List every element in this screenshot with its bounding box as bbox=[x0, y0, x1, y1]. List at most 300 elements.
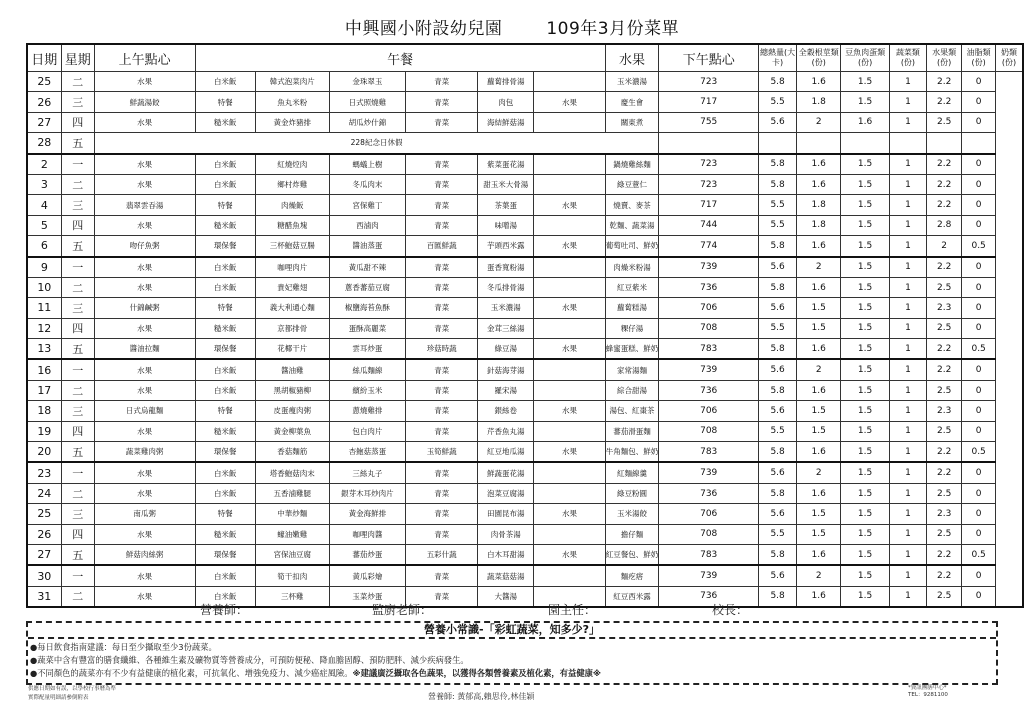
cell-date: 17 bbox=[27, 380, 61, 400]
cell-lunch-side: 絲瓜麵線 bbox=[329, 359, 405, 380]
cell-date: 25 bbox=[27, 72, 61, 92]
cell-date: 5 bbox=[27, 215, 61, 235]
cell-grains: 5.5 bbox=[759, 421, 797, 441]
cell-vegetables-portion: 1.5 bbox=[841, 565, 890, 586]
cell-calories: 739 bbox=[659, 257, 759, 278]
cell-dairy: 0 bbox=[962, 257, 996, 278]
cell-lunch-side: 胡瓜炒什錦 bbox=[329, 112, 405, 132]
cell-lunch-veg: 百匯鮮蔬 bbox=[405, 236, 478, 257]
cell-lunch-side: 蔥香蕃茄豆腐 bbox=[329, 277, 405, 297]
cell-lunch-main: 筍干扣肉 bbox=[255, 565, 329, 586]
cell-lunch-staple: 糙米飯 bbox=[195, 112, 255, 132]
table-row bbox=[27, 462, 1023, 483]
cell-weekday: 四 bbox=[61, 524, 94, 544]
cell-lunch-staple: 特餐 bbox=[195, 298, 255, 318]
cell-date: 20 bbox=[27, 442, 61, 463]
cell-fruit-portion: 1 bbox=[889, 215, 926, 235]
cell-date: 2 bbox=[27, 154, 61, 175]
cell-fruit-portion: 1 bbox=[889, 483, 926, 503]
cell-vegetables-portion: 1.5 bbox=[841, 236, 890, 257]
cell-weekday: 一 bbox=[61, 154, 94, 175]
cell-fruit-portion: 1 bbox=[889, 380, 926, 400]
cell-grains: 5.8 bbox=[759, 236, 797, 257]
cell-empty bbox=[797, 133, 841, 154]
header-fruit-group: 水果類(份) bbox=[927, 44, 962, 72]
cell-lunch-veg: 珍菇時蔬 bbox=[405, 339, 478, 360]
cell-calories: 783 bbox=[659, 339, 759, 360]
cell-fruit bbox=[534, 174, 606, 194]
table-row bbox=[27, 339, 1023, 360]
cell-pm-snack: 綜合甜湯 bbox=[605, 380, 659, 400]
cell-protein: 1.8 bbox=[797, 215, 841, 235]
cell-fats: 2.5 bbox=[927, 277, 962, 297]
footer-phone: TEL：9281100 bbox=[908, 692, 948, 698]
dietitian-signature: 營養師： bbox=[200, 603, 249, 617]
cell-am-snack: 水果 bbox=[94, 359, 195, 380]
cell-grains: 5.8 bbox=[759, 483, 797, 503]
cell-protein: 2 bbox=[797, 257, 841, 278]
cell-calories: 783 bbox=[659, 442, 759, 463]
cell-date: 16 bbox=[27, 359, 61, 380]
cell-fats: 2.2 bbox=[927, 359, 962, 380]
tips-heading: 營養小常識-「彩虹蔬菜，知多少?」 bbox=[28, 623, 996, 639]
cell-calories: 739 bbox=[659, 462, 759, 483]
cell-lunch-main: 宮保油豆腐 bbox=[255, 544, 329, 565]
cell-fruit-portion: 1 bbox=[889, 318, 926, 338]
cell-fruit-portion: 1 bbox=[889, 236, 926, 257]
cell-vegetables-portion: 1.5 bbox=[841, 257, 890, 278]
cell-empty bbox=[759, 133, 797, 154]
cell-date: 30 bbox=[27, 565, 61, 586]
cell-grains: 5.6 bbox=[759, 401, 797, 421]
cell-dairy: 0.5 bbox=[962, 544, 996, 565]
cell-vegetables-portion: 1.5 bbox=[841, 544, 890, 565]
director-signature: 園主任： bbox=[548, 603, 597, 617]
cell-lunch-staple: 白米飯 bbox=[195, 359, 255, 380]
cell-vegetables-portion: 1.5 bbox=[841, 72, 890, 92]
cell-fats: 2 bbox=[927, 236, 962, 257]
cell-grains: 5.8 bbox=[759, 154, 797, 175]
cell-vegetables-portion: 1.5 bbox=[841, 483, 890, 503]
cell-fruit: 水果 bbox=[534, 236, 606, 257]
header-vegetables: 蔬菜類(份) bbox=[889, 44, 926, 72]
cell-lunch-staple: 糙米飯 bbox=[195, 318, 255, 338]
cell-pm-snack: 湯包、紅棗茶 bbox=[605, 401, 659, 421]
cell-pm-snack: 玉米湯餃 bbox=[605, 504, 659, 524]
cell-lunch-main: 醬油雞 bbox=[255, 359, 329, 380]
cell-am-snack: 水果 bbox=[94, 318, 195, 338]
cell-date: 28 bbox=[27, 133, 61, 154]
cell-vegetables-portion: 1.5 bbox=[841, 462, 890, 483]
cell-grains: 5.8 bbox=[759, 544, 797, 565]
cell-lunch-soup: 芋頭西米露 bbox=[478, 236, 534, 257]
cell-fruit-portion: 1 bbox=[889, 442, 926, 463]
cell-lunch-side: 繽紛玉米 bbox=[329, 380, 405, 400]
cell-lunch-veg: 青菜 bbox=[405, 298, 478, 318]
cell-protein: 1.5 bbox=[797, 504, 841, 524]
cell-fruit-portion: 1 bbox=[889, 112, 926, 132]
cell-calories: 736 bbox=[659, 483, 759, 503]
cell-fats: 2.3 bbox=[927, 298, 962, 318]
cell-dairy: 0 bbox=[962, 277, 996, 297]
cell-lunch-soup: 冬瓜排骨湯 bbox=[478, 277, 534, 297]
cell-lunch-main: 韓式泡菜肉片 bbox=[255, 72, 329, 92]
cell-calories: 708 bbox=[659, 524, 759, 544]
cell-lunch-veg: 青菜 bbox=[405, 92, 478, 112]
cell-fruit: 水果 bbox=[534, 504, 606, 524]
cell-lunch-soup: 芹香魚丸湯 bbox=[478, 421, 534, 441]
cell-vegetables-portion: 1.5 bbox=[841, 339, 890, 360]
cell-lunch-soup: 紫菜蛋花湯 bbox=[478, 154, 534, 175]
cell-pm-snack: 玉米濃湯 bbox=[605, 72, 659, 92]
header-lunch: 午餐 bbox=[195, 44, 605, 72]
cell-lunch-main: 黃金柳葉魚 bbox=[255, 421, 329, 441]
table-row bbox=[27, 565, 1023, 586]
cell-weekday: 四 bbox=[61, 318, 94, 338]
cell-weekday: 五 bbox=[61, 544, 94, 565]
cell-fruit-portion: 1 bbox=[889, 504, 926, 524]
cell-protein: 1.6 bbox=[797, 442, 841, 463]
header-pm-snack: 下午點心 bbox=[659, 44, 759, 72]
cell-vegetables-portion: 1.5 bbox=[841, 154, 890, 175]
cell-calories: 739 bbox=[659, 359, 759, 380]
cell-date: 27 bbox=[27, 544, 61, 565]
cell-grains: 5.8 bbox=[759, 277, 797, 297]
cell-pm-snack: 綠豆薏仁 bbox=[605, 174, 659, 194]
cell-lunch-side: 宮保雞丁 bbox=[329, 195, 405, 215]
table-row bbox=[27, 257, 1023, 278]
cell-lunch-main: 三杯鮑菇豆腸 bbox=[255, 236, 329, 257]
table-row bbox=[27, 154, 1023, 175]
cell-lunch-veg: 青菜 bbox=[405, 257, 478, 278]
footer-note-1: 供應日期如有誤，以學校行事曆為準 bbox=[28, 686, 117, 692]
cell-lunch-soup: 甜玉米大骨湯 bbox=[478, 174, 534, 194]
cell-calories: 783 bbox=[659, 544, 759, 565]
cell-fruit: 水果 bbox=[534, 298, 606, 318]
cell-fats: 2.2 bbox=[927, 72, 962, 92]
cell-grains: 5.8 bbox=[759, 586, 797, 607]
cell-lunch-side: 蔥燒雞排 bbox=[329, 401, 405, 421]
footer-company: *資訊團膳中心* bbox=[908, 685, 947, 691]
cell-protein: 1.6 bbox=[797, 380, 841, 400]
cell-lunch-staple: 白米飯 bbox=[195, 72, 255, 92]
cell-grains: 5.8 bbox=[759, 380, 797, 400]
cell-grains: 5.8 bbox=[759, 339, 797, 360]
table-row bbox=[27, 524, 1023, 544]
cell-fats: 2.2 bbox=[927, 339, 962, 360]
cell-am-snack: 水果 bbox=[94, 524, 195, 544]
cell-fruit: 水果 bbox=[534, 401, 606, 421]
cell-pm-snack: 紅豆紫米 bbox=[605, 277, 659, 297]
cell-calories: 717 bbox=[659, 195, 759, 215]
cell-dairy: 0 bbox=[962, 318, 996, 338]
cell-pm-snack: 蕃茄滑蛋麵 bbox=[605, 421, 659, 441]
cell-lunch-soup: 泡菜豆腐湯 bbox=[478, 483, 534, 503]
cell-lunch-soup: 海結鮮菇湯 bbox=[478, 112, 534, 132]
cell-fats: 2.3 bbox=[927, 401, 962, 421]
cell-am-snack: 水果 bbox=[94, 462, 195, 483]
menu-table bbox=[26, 43, 1024, 608]
cell-date: 12 bbox=[27, 318, 61, 338]
cell-lunch-main: 三杯雞 bbox=[255, 586, 329, 607]
cell-weekday: 二 bbox=[61, 174, 94, 194]
nutrition-tips-box bbox=[26, 621, 998, 685]
cell-lunch-soup: 大醬湯 bbox=[478, 586, 534, 607]
cell-vegetables-portion: 1.5 bbox=[841, 380, 890, 400]
cell-lunch-side: 椒鹽海苔魚酥 bbox=[329, 298, 405, 318]
cell-lunch-soup: 蘿蔔排骨湯 bbox=[478, 72, 534, 92]
cell-lunch-main: 紅燒焢肉 bbox=[255, 154, 329, 175]
cell-weekday: 五 bbox=[61, 133, 94, 154]
cell-calories: 736 bbox=[659, 586, 759, 607]
cell-protein: 1.5 bbox=[797, 318, 841, 338]
cell-fruit-portion: 1 bbox=[889, 92, 926, 112]
cell-am-snack: 水果 bbox=[94, 277, 195, 297]
cell-fruit-portion: 1 bbox=[889, 174, 926, 194]
cell-fruit: 水果 bbox=[534, 442, 606, 463]
cell-fruit-portion: 1 bbox=[889, 462, 926, 483]
cell-lunch-soup: 銀絲卷 bbox=[478, 401, 534, 421]
cell-weekday: 三 bbox=[61, 92, 94, 112]
cell-fruit: 水果 bbox=[534, 92, 606, 112]
cell-am-snack: 水果 bbox=[94, 483, 195, 503]
menu-period: 109年3月份菜單 bbox=[546, 19, 680, 39]
cell-lunch-main: 義大利通心麵 bbox=[255, 298, 329, 318]
cell-lunch-soup: 羅宋湯 bbox=[478, 380, 534, 400]
cell-empty bbox=[889, 133, 926, 154]
cell-lunch-main: 蠔油嫩雞 bbox=[255, 524, 329, 544]
cell-vegetables-portion: 1.5 bbox=[841, 504, 890, 524]
cell-lunch-main: 中華炒麵 bbox=[255, 504, 329, 524]
cell-lunch-soup: 蛋香寬粉湯 bbox=[478, 257, 534, 278]
table-row bbox=[27, 92, 1023, 112]
table-row bbox=[27, 586, 1023, 607]
cell-fruit bbox=[534, 112, 606, 132]
cell-calories: 717 bbox=[659, 92, 759, 112]
cell-lunch-main: 花椰干片 bbox=[255, 339, 329, 360]
cell-fruit-portion: 1 bbox=[889, 421, 926, 441]
cell-lunch-soup: 田園昆布湯 bbox=[478, 504, 534, 524]
cell-date: 25 bbox=[27, 504, 61, 524]
cell-lunch-staple: 白米飯 bbox=[195, 586, 255, 607]
header-dairy: 奶類(份) bbox=[995, 44, 1023, 72]
cell-am-snack: 水果 bbox=[94, 380, 195, 400]
cell-weekday: 三 bbox=[61, 298, 94, 318]
cell-grains: 5.5 bbox=[759, 215, 797, 235]
cell-fruit-portion: 1 bbox=[889, 586, 926, 607]
cell-vegetables-portion: 1.5 bbox=[841, 524, 890, 544]
cell-pm-snack: 鍋燒雞絲麵 bbox=[605, 154, 659, 175]
cell-pm-snack: 蜂蜜蛋糕、鮮奶 bbox=[605, 339, 659, 360]
table-row bbox=[27, 215, 1023, 235]
cell-grains: 5.8 bbox=[759, 174, 797, 194]
cell-lunch-main: 魚丸米粉 bbox=[255, 92, 329, 112]
table-row bbox=[27, 174, 1023, 194]
cell-lunch-side: 玉菜炒蛋 bbox=[329, 586, 405, 607]
cell-am-snack: 水果 bbox=[94, 586, 195, 607]
cell-calories: 723 bbox=[659, 174, 759, 194]
cell-lunch-staple: 白米飯 bbox=[195, 174, 255, 194]
cell-lunch-soup: 肉骨茶湯 bbox=[478, 524, 534, 544]
cell-fats: 2.2 bbox=[927, 462, 962, 483]
cell-am-snack: 翡翠雲吞湯 bbox=[94, 195, 195, 215]
cell-calories: 744 bbox=[659, 215, 759, 235]
cell-lunch-veg: 青菜 bbox=[405, 174, 478, 194]
cell-date: 9 bbox=[27, 257, 61, 278]
cell-fats: 2.2 bbox=[927, 92, 962, 112]
footer-notes bbox=[28, 685, 116, 703]
cell-calories: 708 bbox=[659, 318, 759, 338]
cell-pm-snack: 慶生會 bbox=[605, 92, 659, 112]
cell-vegetables-portion: 1.5 bbox=[841, 277, 890, 297]
cell-grains: 5.5 bbox=[759, 524, 797, 544]
cell-fruit bbox=[534, 318, 606, 338]
cell-lunch-veg: 玉筍鮮蔬 bbox=[405, 442, 478, 463]
cell-dairy: 0 bbox=[962, 195, 996, 215]
table-row bbox=[27, 401, 1023, 421]
cell-calories: 736 bbox=[659, 380, 759, 400]
cell-weekday: 一 bbox=[61, 462, 94, 483]
table-row bbox=[27, 298, 1023, 318]
cell-fruit-portion: 1 bbox=[889, 544, 926, 565]
cell-fats: 2.5 bbox=[927, 112, 962, 132]
cell-fruit-portion: 1 bbox=[889, 257, 926, 278]
cell-am-snack: 水果 bbox=[94, 72, 195, 92]
cell-lunch-veg: 青菜 bbox=[405, 318, 478, 338]
cell-dairy: 0 bbox=[962, 72, 996, 92]
cell-fats: 2.2 bbox=[927, 565, 962, 586]
cell-am-snack: 水果 bbox=[94, 421, 195, 441]
cell-lunch-side: 冬瓜肉末 bbox=[329, 174, 405, 194]
cell-pm-snack: 粿仔湯 bbox=[605, 318, 659, 338]
cell-lunch-main: 糖醋魚塊 bbox=[255, 215, 329, 235]
cell-lunch-soup: 味噌湯 bbox=[478, 215, 534, 235]
cell-lunch-staple: 白米飯 bbox=[195, 380, 255, 400]
table-row bbox=[27, 483, 1023, 503]
cell-date: 23 bbox=[27, 462, 61, 483]
cell-weekday: 四 bbox=[61, 215, 94, 235]
cell-fruit bbox=[534, 359, 606, 380]
cell-lunch-soup: 白木耳甜湯 bbox=[478, 544, 534, 565]
table-row bbox=[27, 442, 1023, 463]
cell-weekday: 四 bbox=[61, 421, 94, 441]
cell-weekday: 三 bbox=[61, 195, 94, 215]
cell-fats: 2.8 bbox=[927, 215, 962, 235]
cell-weekday: 一 bbox=[61, 257, 94, 278]
cell-fruit bbox=[534, 154, 606, 175]
table-row bbox=[27, 112, 1023, 132]
cell-fruit: 水果 bbox=[534, 195, 606, 215]
cell-am-snack: 日式烏龍麵 bbox=[94, 401, 195, 421]
cell-dairy: 0 bbox=[962, 565, 996, 586]
cell-lunch-staple: 特餐 bbox=[195, 195, 255, 215]
cell-fats: 2.2 bbox=[927, 154, 962, 175]
school-name: 中興國小附設幼兒園 bbox=[344, 19, 503, 39]
cell-date: 10 bbox=[27, 277, 61, 297]
cell-calories: 774 bbox=[659, 236, 759, 257]
cell-pm-snack: 燒賣、麥茶 bbox=[605, 195, 659, 215]
cell-pm-snack: 肉燥米粉湯 bbox=[605, 257, 659, 278]
cell-lunch-side: 螞蟻上樹 bbox=[329, 154, 405, 175]
cell-protein: 1.6 bbox=[797, 236, 841, 257]
cell-fruit bbox=[534, 72, 606, 92]
tip-line-1: ●每日飲食指南建議：每日至少攝取至少3份蔬菜。 bbox=[30, 642, 217, 652]
tip-line-3-emphasis: ※建議廣泛攝取各色蔬果，以獲得各類營養素及植化素，有益健康※ bbox=[352, 668, 601, 678]
cell-pm-snack: 紅豆餐包、鮮奶 bbox=[605, 544, 659, 565]
cell-vegetables-portion: 1.5 bbox=[841, 318, 890, 338]
cell-lunch-main: 塔香鮑菇肉末 bbox=[255, 462, 329, 483]
cell-fruit-portion: 1 bbox=[889, 72, 926, 92]
cell-fats: 2.2 bbox=[927, 257, 962, 278]
cell-date: 26 bbox=[27, 92, 61, 112]
cell-lunch-staple: 糙米飯 bbox=[195, 215, 255, 235]
cell-fats: 2.5 bbox=[927, 586, 962, 607]
cell-date: 18 bbox=[27, 401, 61, 421]
cell-lunch-veg: 五彩什蔬 bbox=[405, 544, 478, 565]
cell-grains: 5.6 bbox=[759, 257, 797, 278]
cell-dairy: 0.5 bbox=[962, 236, 996, 257]
cell-lunch-main: 黑胡椒豬柳 bbox=[255, 380, 329, 400]
cell-fruit bbox=[534, 277, 606, 297]
cell-am-snack: 水果 bbox=[94, 257, 195, 278]
cell-grains: 5.6 bbox=[759, 112, 797, 132]
cell-protein: 1.6 bbox=[797, 277, 841, 297]
table-row bbox=[27, 544, 1023, 565]
cell-lunch-staple: 環保餐 bbox=[195, 339, 255, 360]
cell-pm-snack: 紅豆西米露 bbox=[605, 586, 659, 607]
cell-lunch-soup: 玉米濃湯 bbox=[478, 298, 534, 318]
cell-grains: 5.5 bbox=[759, 195, 797, 215]
cell-fruit-portion: 1 bbox=[889, 401, 926, 421]
cell-dairy: 0 bbox=[962, 215, 996, 235]
cell-date: 24 bbox=[27, 483, 61, 503]
cell-dairy: 0 bbox=[962, 154, 996, 175]
cell-lunch-soup: 肉包 bbox=[478, 92, 534, 112]
cell-dairy: 0 bbox=[962, 483, 996, 503]
tip-line-3-text: ●不同顏色的蔬菜亦有不少有益健康的植化素，可抗氧化、增強免疫力、減少癌症風險。 bbox=[30, 668, 353, 678]
cell-vegetables-portion: 1.5 bbox=[841, 442, 890, 463]
tips-body bbox=[30, 641, 601, 680]
cell-protein: 1.5 bbox=[797, 298, 841, 318]
cell-lunch-veg: 青菜 bbox=[405, 380, 478, 400]
cell-grains: 5.5 bbox=[759, 92, 797, 112]
table-row bbox=[27, 195, 1023, 215]
cell-protein: 2 bbox=[797, 112, 841, 132]
footer-contact bbox=[908, 685, 948, 699]
cell-protein: 1.8 bbox=[797, 92, 841, 112]
cell-weekday: 四 bbox=[61, 112, 94, 132]
cell-protein: 2 bbox=[797, 565, 841, 586]
table-row bbox=[27, 236, 1023, 257]
table-row bbox=[27, 318, 1023, 338]
cell-protein: 1.8 bbox=[797, 195, 841, 215]
cell-weekday: 三 bbox=[61, 504, 94, 524]
cell-dairy: 0 bbox=[962, 92, 996, 112]
cell-pm-snack: 擔仔麵 bbox=[605, 524, 659, 544]
cell-lunch-soup: 紅豆地瓜湯 bbox=[478, 442, 534, 463]
cell-am-snack: 吻仔魚粥 bbox=[94, 236, 195, 257]
cell-lunch-veg: 青菜 bbox=[405, 565, 478, 586]
cell-lunch-veg: 青菜 bbox=[405, 462, 478, 483]
cell-vegetables-portion: 1.5 bbox=[841, 586, 890, 607]
cell-lunch-veg: 青菜 bbox=[405, 72, 478, 92]
cell-calories: 739 bbox=[659, 565, 759, 586]
cell-dairy: 0 bbox=[962, 359, 996, 380]
table-row bbox=[27, 133, 1023, 154]
cell-lunch-main: 京都排骨 bbox=[255, 318, 329, 338]
cell-empty bbox=[927, 133, 962, 154]
cell-dairy: 0.5 bbox=[962, 339, 996, 360]
